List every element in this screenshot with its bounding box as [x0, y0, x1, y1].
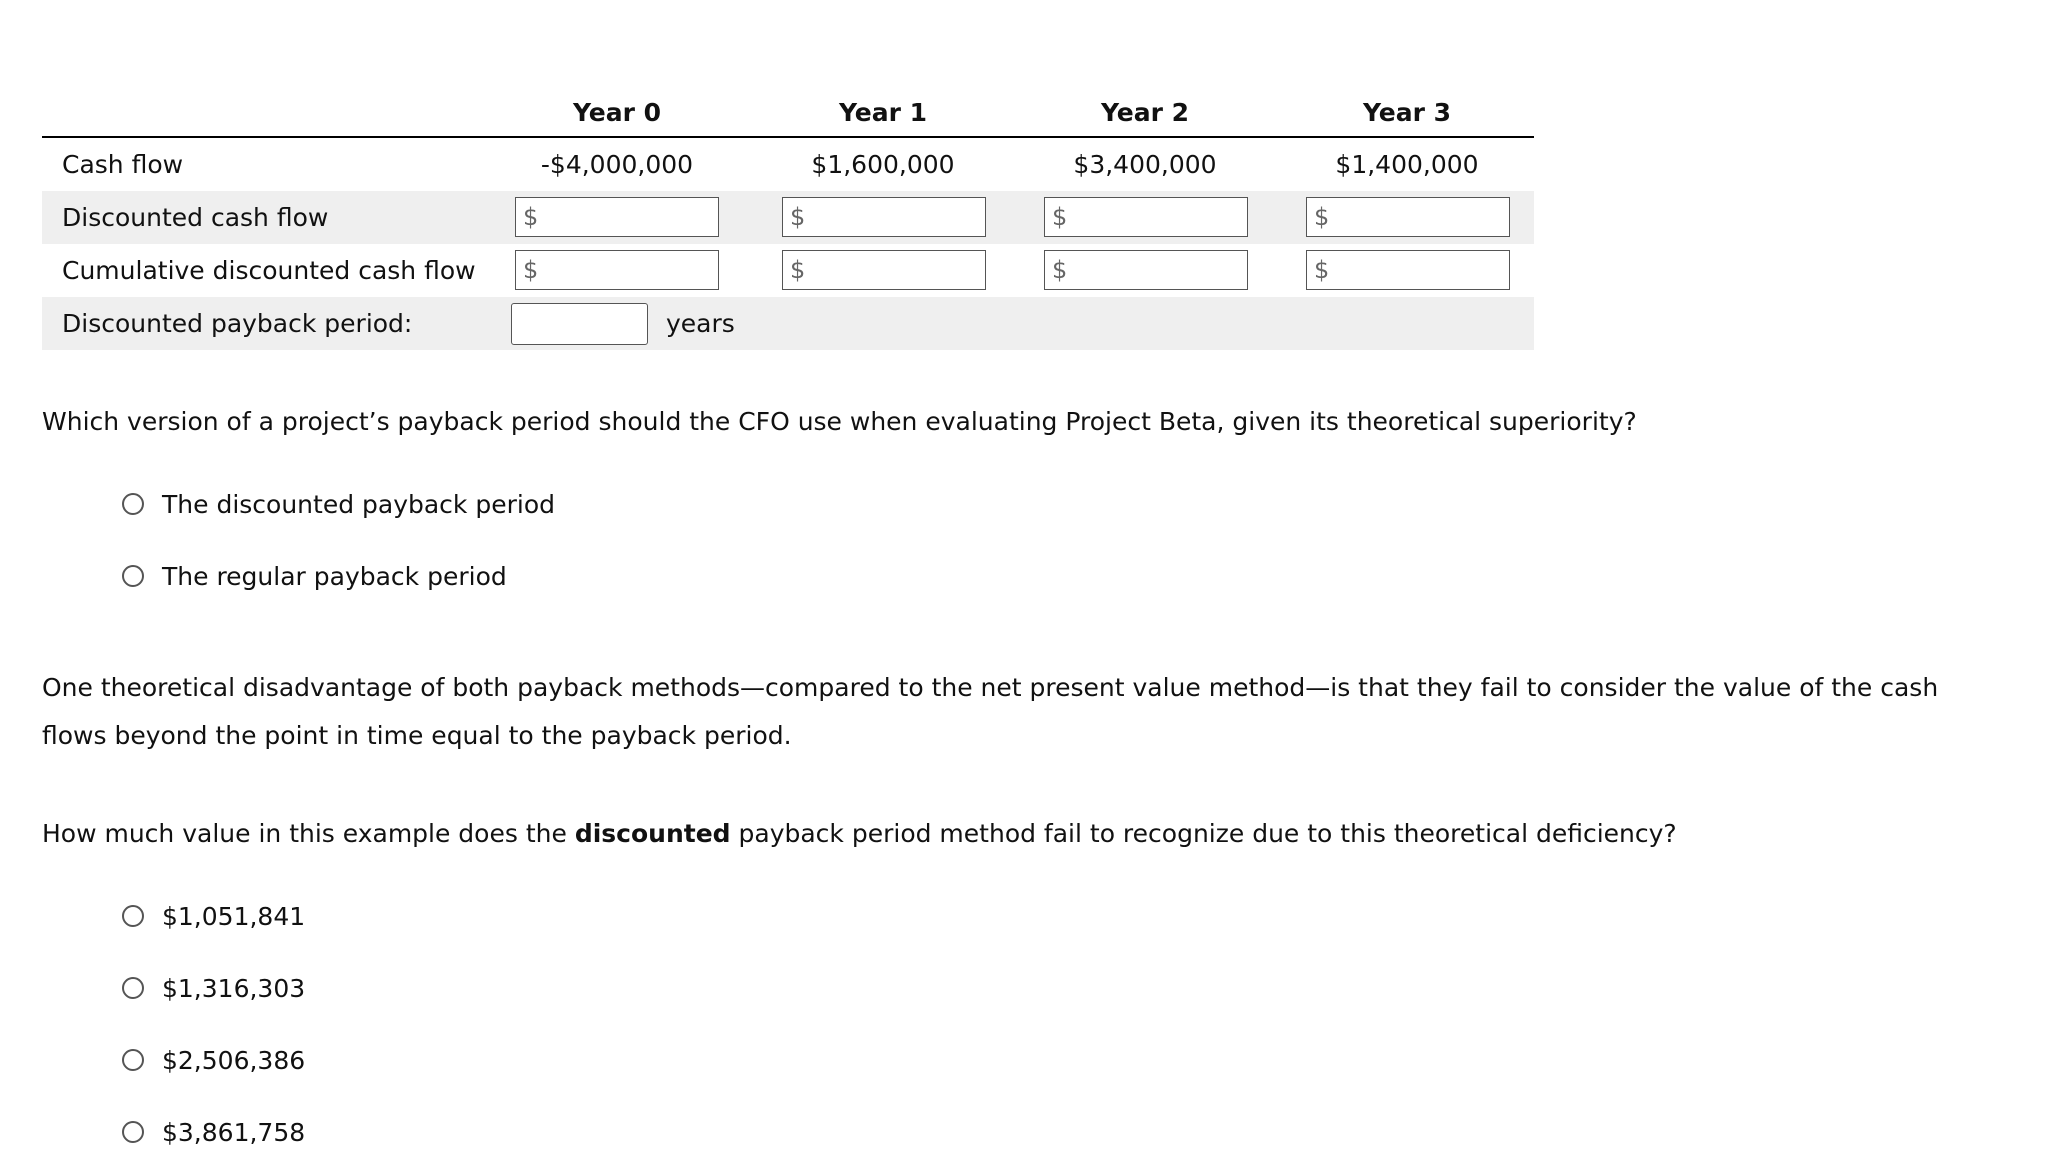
- years-unit-label: years: [666, 309, 735, 338]
- discounted-payback-row: [42, 297, 1534, 350]
- cumulative-cash-flow-row: [42, 244, 1534, 297]
- question-2-bold-word: discounted: [574, 819, 731, 848]
- discounted-cash-flow-year-2-field[interactable]: [1071, 200, 1245, 236]
- radio-button[interactable]: [122, 977, 144, 999]
- cash-flow-year-3: $1,400,000: [1335, 150, 1479, 179]
- cash-flow-table: [42, 90, 1534, 350]
- header-year-2: Year 2: [1100, 98, 1190, 127]
- dollar-sign: $: [1314, 256, 1330, 284]
- cash-flow-year-0: -$4,000,000: [540, 150, 694, 179]
- radio-button[interactable]: [122, 1049, 144, 1071]
- cumulative-cash-flow-year-3-field[interactable]: [1333, 253, 1507, 289]
- header-year-3: Year 3: [1362, 98, 1452, 127]
- cumulative-cash-flow-year-1-field[interactable]: [809, 253, 983, 289]
- question-1-text: Which version of a project’s payback period should the CFO use when evaluating Project Beta, given its theoretical superiority?: [42, 407, 1637, 436]
- cash-flow-year-2: $3,400,000: [1073, 150, 1217, 179]
- cumulative-cash-flow-year-2-field[interactable]: [1071, 253, 1245, 289]
- cash-flow-label: Cash flow: [62, 150, 184, 179]
- q2-option-1[interactable]: [122, 898, 305, 934]
- q2-option-label: $2,506,386: [162, 1045, 306, 1075]
- q1-option-regular[interactable]: [122, 558, 507, 594]
- cash-flow-row: [42, 138, 1534, 191]
- discounted-cash-flow-year-0-field[interactable]: [542, 200, 716, 236]
- dollar-sign: $: [1314, 203, 1330, 231]
- theory-statement-line-2: flows beyond the point in time equal to the payback period.: [42, 721, 792, 750]
- discounted-payback-field[interactable]: [512, 304, 647, 344]
- discounted-cash-flow-year-3-field[interactable]: [1333, 200, 1507, 236]
- discounted-payback-input[interactable]: [511, 303, 648, 345]
- discounted-cash-flow-year-1-field[interactable]: [809, 200, 983, 236]
- q2-option-label: $3,861,758: [162, 1117, 306, 1147]
- discounted-cash-flow-year-3-input[interactable]: [1306, 197, 1510, 237]
- cumulative-cash-flow-year-1-input[interactable]: [782, 250, 986, 290]
- cumulative-cash-flow-year-0-field[interactable]: [542, 253, 716, 289]
- q2-option-4[interactable]: [122, 1114, 305, 1150]
- cumulative-cash-flow-label: Cumulative discounted cash flow: [62, 256, 476, 285]
- discounted-payback-label: Discounted payback period:: [62, 309, 413, 338]
- dollar-sign: $: [1052, 203, 1068, 231]
- header-year-1: Year 1: [838, 98, 928, 127]
- q2-option-2[interactable]: [122, 970, 305, 1006]
- question-2-text-end: payback period method fail to recognize due to this theoretical deficiency?: [730, 819, 1677, 848]
- header-year-0: Year 0: [572, 98, 662, 127]
- discounted-cash-flow-year-2-input[interactable]: [1044, 197, 1248, 237]
- q1-option-label: The regular payback period: [162, 561, 507, 591]
- question-2-text-start: How much value in this example does the: [42, 819, 575, 848]
- cumulative-cash-flow-year-0-input[interactable]: [515, 250, 719, 290]
- radio-button[interactable]: [122, 905, 144, 927]
- dollar-sign: $: [523, 256, 539, 284]
- cash-flow-year-1: $1,600,000: [811, 150, 955, 179]
- cumulative-cash-flow-year-3-input[interactable]: [1306, 250, 1510, 290]
- radio-button[interactable]: [122, 1121, 144, 1143]
- dollar-sign: $: [1052, 256, 1068, 284]
- q1-option-discounted[interactable]: [122, 486, 555, 522]
- dollar-sign: $: [790, 203, 806, 231]
- discounted-cash-flow-label: Discounted cash flow: [62, 203, 329, 232]
- q2-option-3[interactable]: [122, 1042, 305, 1078]
- theory-statement-line-1: One theoretical disadvantage of both payback methods—compared to the net present value method—is that they fail to consider the value of the cash: [42, 673, 1939, 702]
- table-header-row: [42, 90, 1534, 138]
- cumulative-cash-flow-year-2-input[interactable]: [1044, 250, 1248, 290]
- q2-option-label: $1,316,303: [162, 973, 306, 1003]
- dollar-sign: $: [790, 256, 806, 284]
- radio-button[interactable]: [122, 493, 144, 515]
- q1-option-label: The discounted payback period: [162, 489, 555, 519]
- radio-button[interactable]: [122, 565, 144, 587]
- theory-statement: [42, 664, 1942, 760]
- discounted-cash-flow-row: [42, 191, 1534, 244]
- q2-option-label: $1,051,841: [162, 901, 306, 931]
- discounted-cash-flow-year-0-input[interactable]: [515, 197, 719, 237]
- dollar-sign: $: [523, 203, 539, 231]
- discounted-cash-flow-year-1-input[interactable]: [782, 197, 986, 237]
- question-2-text: [42, 810, 1942, 858]
